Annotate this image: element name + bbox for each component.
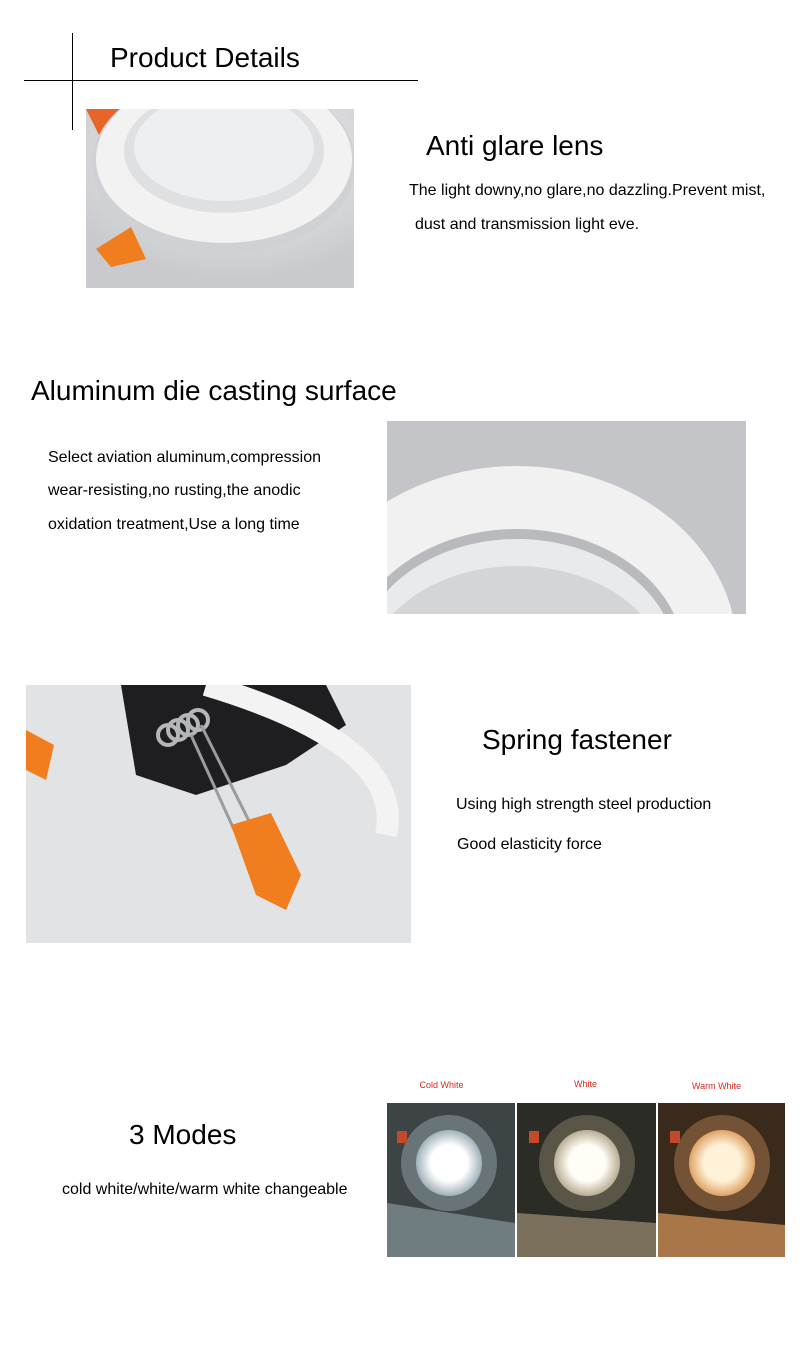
- mode-photo-cold-white: [387, 1103, 515, 1257]
- surface-desc-line1: Select aviation aluminum,compression: [48, 449, 322, 466]
- mode-label-white: White: [573, 1079, 597, 1089]
- modes-title: 3 Modes: [129, 1119, 237, 1150]
- mode-photo-warm-white: [658, 1103, 785, 1257]
- mode-label-cold-white: Cold White: [419, 1080, 464, 1090]
- mode-photo-white: [517, 1103, 656, 1257]
- page-title: Product Details: [110, 42, 300, 73]
- spring-desc-line2: Good elasticity force: [457, 836, 602, 853]
- spring-desc-line1: Using high strength steel production: [456, 796, 712, 813]
- lens-desc-line1: The light downy,no glare,no dazzling.Prevent mist,: [409, 182, 766, 199]
- lens-title: Anti glare lens: [426, 130, 604, 161]
- spring-photo: [26, 685, 411, 943]
- lens-desc-line2: dust and transmission light eve.: [415, 216, 640, 233]
- surface-desc-line2: wear-resisting,no rusting,the anodic: [48, 482, 301, 499]
- surface-title: Aluminum die casting surface: [31, 375, 397, 406]
- spring-title: Spring fastener: [482, 724, 672, 755]
- header-vertical-rule: [72, 33, 73, 130]
- header-horizontal-rule: [24, 80, 418, 81]
- surface-photo: [387, 421, 746, 614]
- mode-label-warm-white: Warm White: [691, 1081, 742, 1091]
- surface-desc-line3: oxidation treatment,Use a long time: [48, 516, 300, 533]
- lens-photo: [86, 109, 354, 288]
- modes-desc: cold white/white/warm white changeable: [62, 1181, 348, 1198]
